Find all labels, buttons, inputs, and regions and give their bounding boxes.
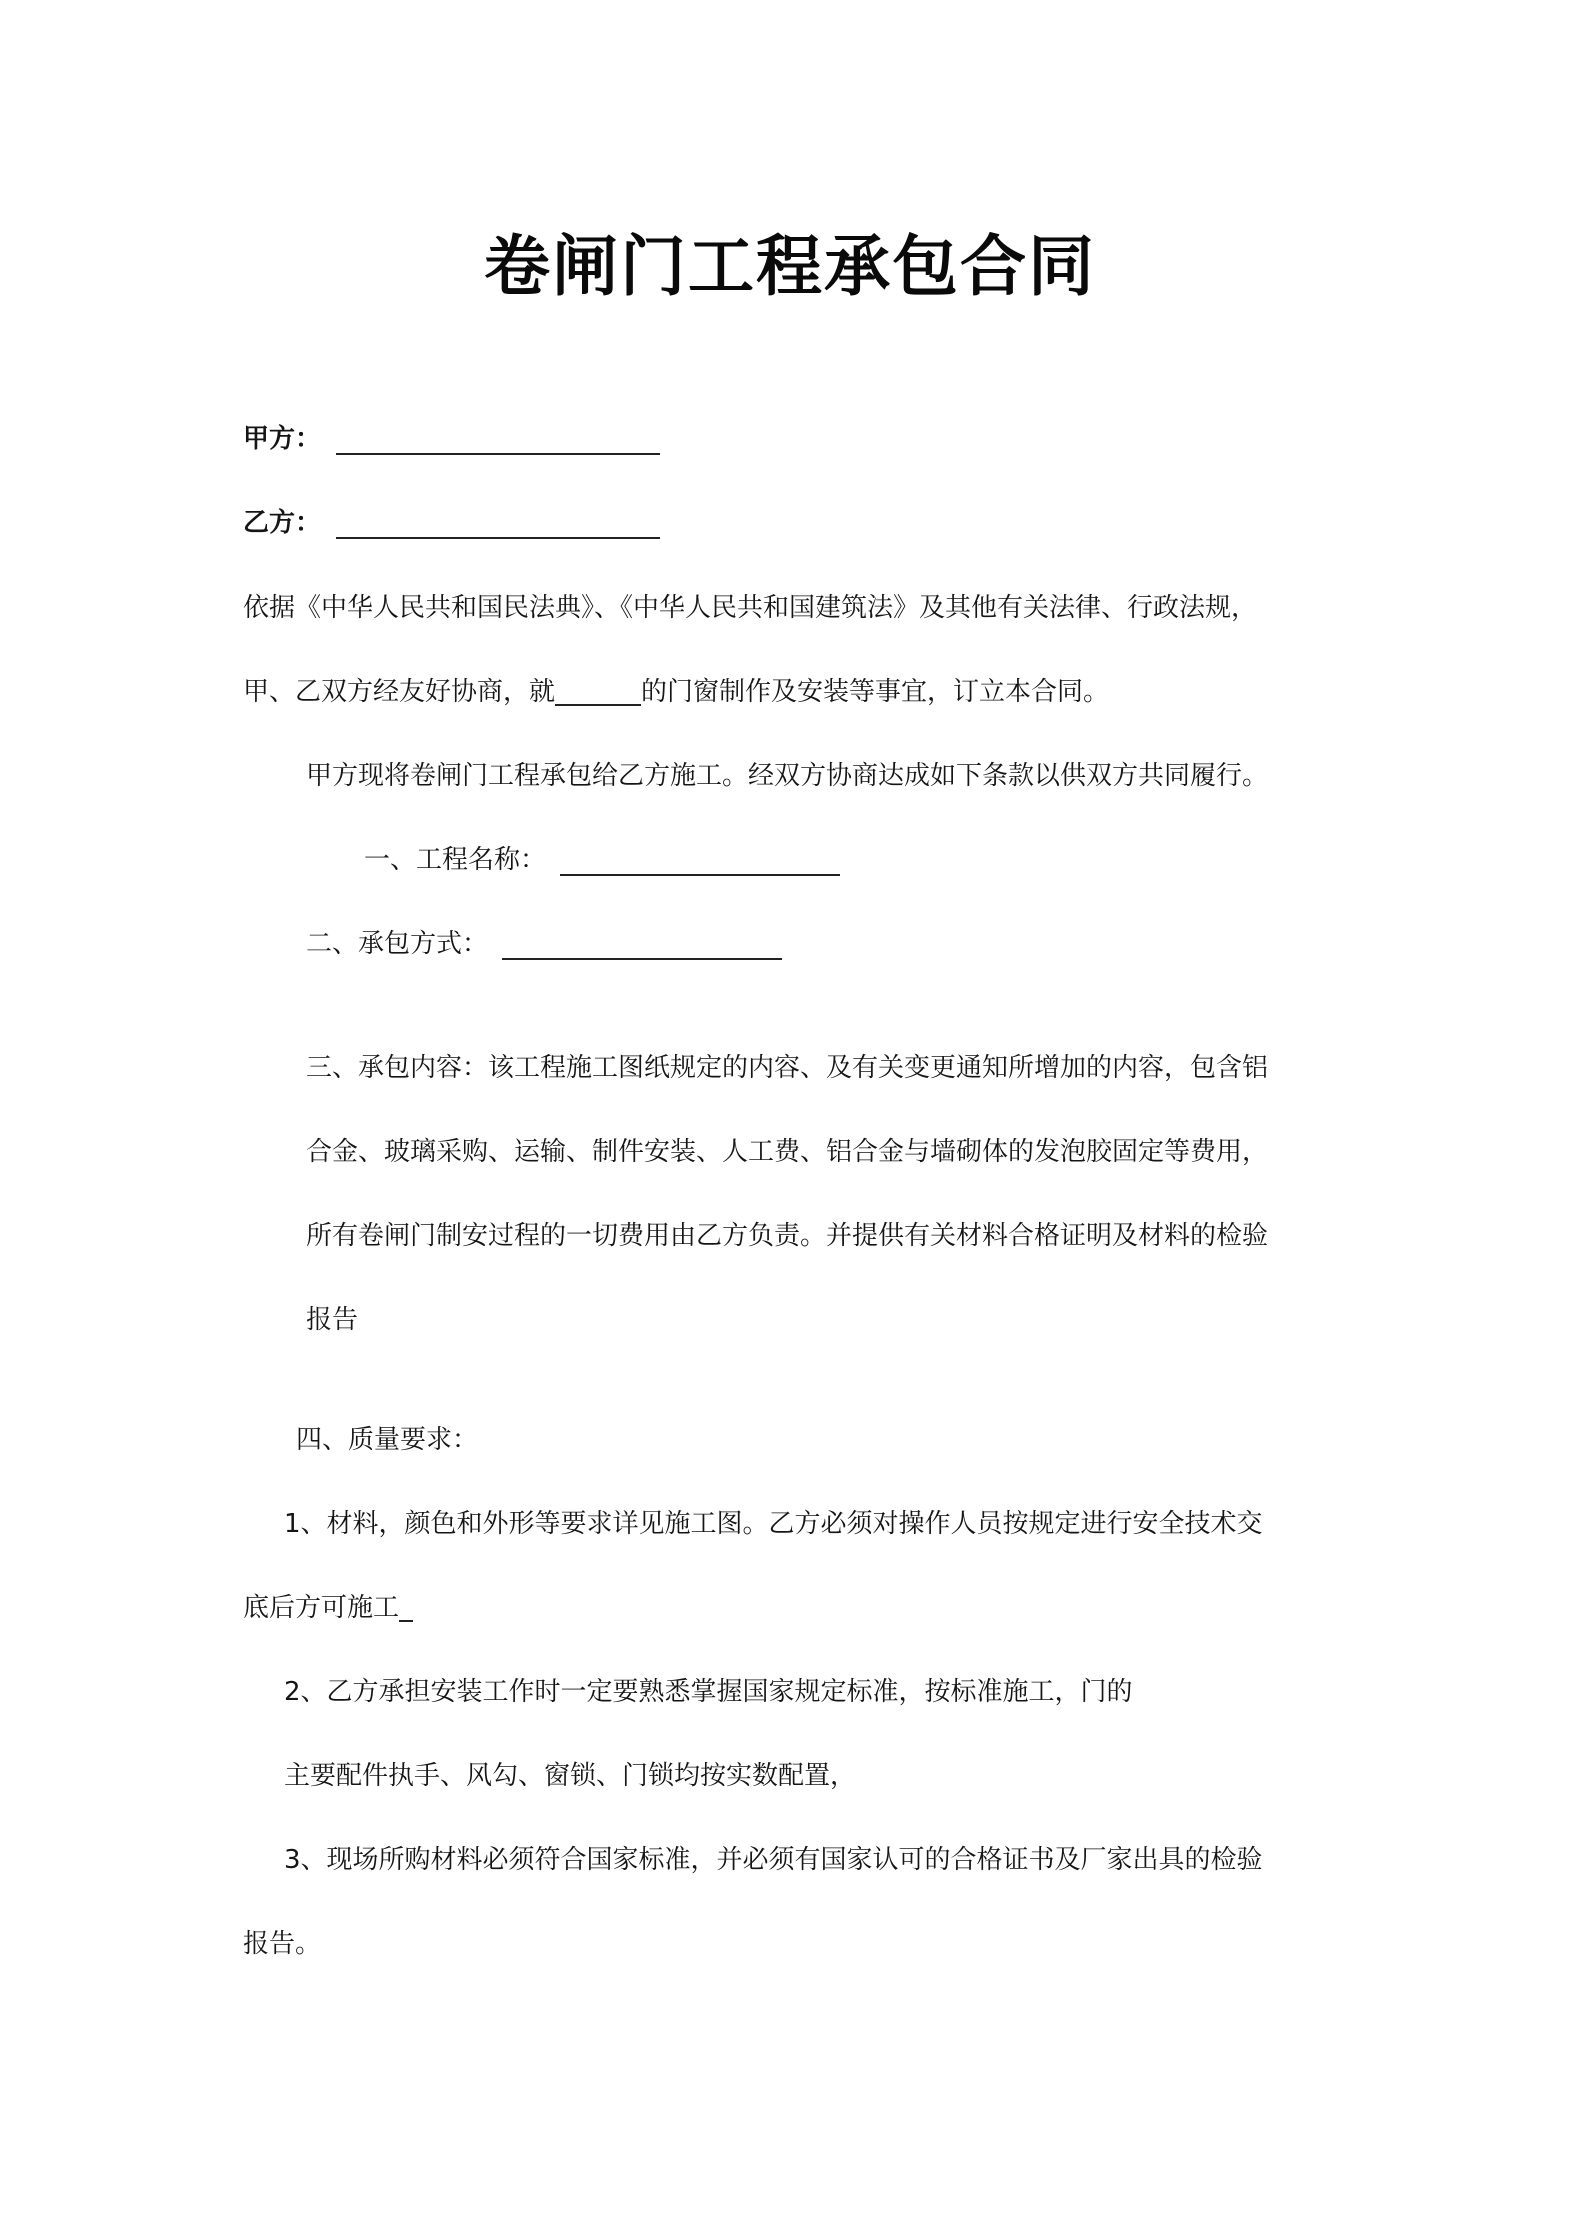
party-b-label: 乙方： xyxy=(243,508,322,538)
section-2-label: 二、承包方式： xyxy=(306,929,489,959)
section-3-line-1: 三、承包内容：该工程施工图纸规定的内容、及有关变更通知所增加的内容，包含铝 xyxy=(306,1053,1269,1083)
party-a-row xyxy=(243,419,660,459)
quality-item-1-line-1: 1、材料，颜色和外形等要求详见施工图。乙方必须对操作人员按规定进行安全技术交 xyxy=(284,1509,1263,1539)
contract-method-blank xyxy=(502,928,782,960)
section-2-row xyxy=(306,924,782,964)
quality-item-1-blank xyxy=(399,1594,413,1622)
intro-line-2-after: 的门窗制作及安装等事宜，订立本合同。 xyxy=(641,677,1110,707)
quality-item-1-text: 底后方可施工 xyxy=(243,1593,400,1623)
project-name-blank xyxy=(560,844,840,876)
intro-line-3: 甲方现将卷闸门工程承包给乙方施工。经双方协商达成如下条款以供双方共同履行。 xyxy=(306,761,1269,791)
quality-item-3-line-1: 3、现场所购材料必须符合国家标准，并必须有国家认可的合格证书及厂家出具的检验 xyxy=(284,1845,1263,1875)
section-3-line-3: 所有卷闸门制安过程的一切费用由乙方负责。并提供有关材料合格证明及材料的检验 xyxy=(306,1221,1269,1251)
party-b-blank xyxy=(336,507,660,539)
party-b-row xyxy=(243,503,660,543)
quality-item-2-line-2: 主要配件执手、风勾、窗锁、门锁均按实数配置， xyxy=(284,1761,857,1791)
quality-item-3-line-2: 报告。 xyxy=(243,1929,322,1959)
section-3-line-2: 合金、玻璃采购、运输、制件安装、人工费、铝合金与墙砌体的发泡胶固定等费用， xyxy=(306,1137,1269,1167)
section-3-line-4: 报告 xyxy=(306,1305,359,1335)
section-1-row xyxy=(364,840,840,880)
quality-item-2-line-1: 2、乙方承担安装工作时一定要熟悉掌握国家规定标准，按标准施工，门的 xyxy=(284,1677,1133,1707)
intro-line-1: 依据《中华人民共和国民法典》、《中华人民共和国建筑法》及其他有关法律、行政法规， xyxy=(243,593,1258,623)
quality-item-1-line-2 xyxy=(243,1588,413,1628)
section-1-label: 一、工程名称： xyxy=(364,845,547,875)
section-4-label: 四、质量要求： xyxy=(296,1425,479,1455)
party-a-label: 甲方： xyxy=(243,424,322,454)
project-blank xyxy=(555,678,641,706)
intro-line-2 xyxy=(243,672,1109,712)
intro-line-2-before: 甲、乙双方经友好协商，就 xyxy=(243,677,556,707)
document-title: 卷闸门工程承包合同 xyxy=(484,228,1096,305)
party-a-blank xyxy=(336,423,660,455)
